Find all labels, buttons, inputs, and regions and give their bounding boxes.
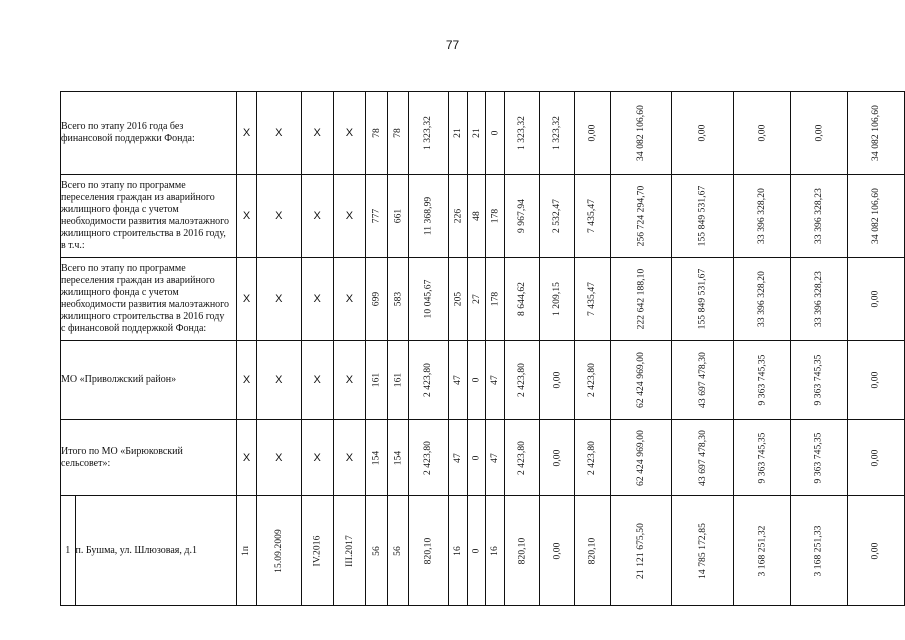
cell-value: Х bbox=[313, 374, 321, 386]
table-cell bbox=[575, 341, 610, 420]
cell-value: 2 423,80 bbox=[517, 362, 528, 398]
table-cell bbox=[847, 341, 904, 420]
table-cell bbox=[366, 420, 388, 496]
cell-value: 0,00 bbox=[870, 290, 881, 308]
page-number: 77 bbox=[445, 38, 460, 52]
table-cell bbox=[672, 258, 734, 341]
cell-value: 3 168 251,33 bbox=[814, 524, 825, 577]
row-index: 1 bbox=[61, 496, 76, 606]
row-label bbox=[61, 420, 237, 496]
table-cell bbox=[237, 175, 257, 258]
cell-value: 0,00 bbox=[552, 371, 563, 389]
cell-value: 1п bbox=[241, 545, 252, 556]
table-cell bbox=[333, 341, 366, 420]
table-cell bbox=[485, 496, 505, 606]
table-cell bbox=[448, 92, 468, 175]
cell-value: Х bbox=[345, 210, 354, 222]
table-cell bbox=[366, 92, 388, 175]
table-cell bbox=[540, 175, 575, 258]
table-cell bbox=[237, 92, 257, 175]
cell-value: Х bbox=[275, 451, 283, 464]
table-row bbox=[61, 92, 905, 175]
cell-value: 9 363 745,35 bbox=[757, 431, 768, 484]
table-cell bbox=[408, 175, 448, 258]
cell-value: 155 849 531,67 bbox=[697, 185, 708, 247]
table-cell bbox=[734, 496, 791, 606]
table-cell bbox=[540, 496, 575, 606]
cell-value: 34 082 106,60 bbox=[635, 105, 646, 161]
cell-value: 1 323,32 bbox=[552, 115, 563, 151]
table-cell bbox=[301, 258, 333, 341]
table-cell bbox=[301, 341, 333, 420]
row-label-text: Всего по этапу по программе переселения граждан из аварийного жилищного фонда с учетом необходимости развития малоэтажного жилищного строительства в 2016 году, в т.ч.: bbox=[61, 180, 230, 251]
table-cell bbox=[734, 341, 791, 420]
cell-value: 820,10 bbox=[587, 537, 598, 564]
cell-value: 8 644,62 bbox=[517, 281, 528, 317]
cell-value: 56 bbox=[371, 545, 382, 556]
table-cell bbox=[408, 341, 448, 420]
table-cell bbox=[333, 496, 366, 606]
table-cell bbox=[847, 175, 904, 258]
cell-value: 9 967,94 bbox=[517, 198, 528, 234]
table-cell bbox=[575, 258, 610, 341]
cell-value: 33 396 328,20 bbox=[757, 271, 768, 327]
table-cell bbox=[387, 175, 408, 258]
table-cell bbox=[672, 420, 734, 496]
table-cell bbox=[847, 92, 904, 175]
table-cell bbox=[366, 341, 388, 420]
row-label bbox=[61, 175, 237, 258]
table-row bbox=[61, 175, 905, 258]
cell-value: 47 bbox=[489, 452, 500, 463]
cell-value: 10 045,67 bbox=[423, 279, 434, 319]
cell-value: 0 bbox=[471, 548, 482, 553]
cell-value: 48 bbox=[471, 211, 482, 221]
table-cell bbox=[387, 341, 408, 420]
table-cell bbox=[485, 258, 505, 341]
cell-value: 154 bbox=[371, 450, 382, 465]
cell-value: 178 bbox=[489, 291, 500, 307]
cell-value: 2 423,80 bbox=[423, 440, 434, 475]
row-label-text: МО «Приволжский район» bbox=[61, 374, 177, 385]
cell-value: 161 bbox=[371, 372, 382, 388]
table-cell bbox=[301, 420, 333, 496]
table-cell bbox=[540, 341, 575, 420]
table-cell bbox=[575, 496, 610, 606]
cell-value: 0,00 bbox=[870, 541, 881, 560]
cell-value: Х bbox=[345, 451, 354, 464]
table-cell bbox=[333, 92, 366, 175]
cell-value: 7 435,47 bbox=[587, 198, 598, 234]
cell-value: 16 bbox=[452, 545, 463, 556]
cell-value: Х bbox=[313, 293, 321, 305]
cell-value: Х bbox=[242, 374, 251, 386]
cell-value: Х bbox=[242, 293, 251, 305]
cell-value: 2 423,80 bbox=[423, 362, 434, 398]
cell-value: 3 168 251,32 bbox=[757, 524, 768, 577]
table-cell bbox=[791, 92, 848, 175]
table-cell bbox=[575, 175, 610, 258]
table-cell bbox=[448, 496, 468, 606]
table-cell bbox=[237, 258, 257, 341]
table-cell bbox=[791, 496, 848, 606]
cell-value: Х bbox=[242, 127, 251, 139]
cell-value: 62 424 969,00 bbox=[635, 429, 646, 486]
cell-value: 699 bbox=[371, 291, 382, 307]
table-cell bbox=[468, 420, 485, 496]
cell-value: 2 423,80 bbox=[587, 440, 598, 475]
table-cell bbox=[672, 92, 734, 175]
table-cell bbox=[485, 175, 505, 258]
cell-value: 11 368,99 bbox=[423, 196, 434, 236]
table-cell bbox=[256, 175, 301, 258]
cell-value: 0,00 bbox=[870, 371, 881, 389]
cell-value: Х bbox=[275, 374, 283, 386]
table-cell bbox=[408, 258, 448, 341]
cell-value: 2 532,47 bbox=[552, 198, 563, 234]
cell-value: 0,00 bbox=[814, 124, 825, 142]
table-cell bbox=[468, 496, 485, 606]
table-cell bbox=[540, 92, 575, 175]
cell-value: 256 724 294,70 bbox=[635, 185, 646, 247]
cell-value: 0,00 bbox=[757, 124, 768, 142]
cell-value: Х bbox=[345, 374, 354, 386]
table-cell bbox=[734, 258, 791, 341]
cell-value: Х bbox=[275, 127, 283, 139]
cell-value: 820,10 bbox=[517, 537, 528, 564]
table-cell bbox=[672, 341, 734, 420]
table-cell bbox=[485, 92, 505, 175]
table-cell bbox=[256, 420, 301, 496]
table-cell bbox=[610, 341, 672, 420]
table-cell bbox=[237, 341, 257, 420]
table-cell bbox=[575, 92, 610, 175]
table-cell bbox=[468, 341, 485, 420]
cell-value: Х bbox=[242, 451, 251, 464]
table-cell bbox=[387, 420, 408, 496]
cell-value: 661 bbox=[392, 208, 403, 224]
row-label bbox=[61, 92, 237, 175]
table-cell bbox=[791, 341, 848, 420]
cell-value: 0,00 bbox=[552, 541, 563, 560]
cell-value: 7 435,47 bbox=[587, 281, 598, 317]
table-cell bbox=[610, 496, 672, 606]
table-cell bbox=[505, 258, 540, 341]
cell-value: 33 396 328,23 bbox=[814, 188, 825, 244]
table-cell bbox=[672, 175, 734, 258]
table-cell bbox=[734, 175, 791, 258]
cell-value: 2 423,80 bbox=[587, 362, 598, 398]
cell-value: 820,10 bbox=[423, 537, 434, 564]
cell-value: 43 697 478,30 bbox=[697, 429, 708, 486]
cell-value: 1 323,32 bbox=[517, 115, 528, 151]
cell-value: 78 bbox=[371, 128, 382, 138]
cell-value: 47 bbox=[489, 375, 500, 385]
cell-value: Х bbox=[275, 210, 283, 222]
cell-value: 47 bbox=[452, 452, 463, 463]
cell-value: 178 bbox=[489, 208, 500, 224]
table-cell bbox=[256, 341, 301, 420]
cell-value: 33 396 328,20 bbox=[757, 188, 768, 244]
table-cell bbox=[540, 258, 575, 341]
cell-value: 205 bbox=[452, 291, 463, 307]
table-cell bbox=[540, 420, 575, 496]
table-cell bbox=[366, 258, 388, 341]
cell-value: Х bbox=[345, 293, 354, 305]
cell-value: 0,00 bbox=[870, 448, 881, 467]
table-cell bbox=[256, 92, 301, 175]
cell-value: 9 363 745,35 bbox=[814, 431, 825, 484]
cell-value: 0,00 bbox=[697, 124, 708, 142]
cell-value: 21 bbox=[452, 128, 463, 138]
table-cell bbox=[301, 496, 333, 606]
table-cell bbox=[847, 258, 904, 341]
cell-value: 0 bbox=[471, 455, 482, 460]
cell-value: 9 363 745,35 bbox=[814, 354, 825, 406]
cell-value: 9 363 745,35 bbox=[757, 354, 768, 406]
cell-value: 0,00 bbox=[587, 124, 598, 142]
cell-value: III.2017 bbox=[344, 534, 355, 567]
cell-value: 47 bbox=[452, 375, 463, 385]
table-cell bbox=[408, 496, 448, 606]
table-cell bbox=[448, 258, 468, 341]
cell-value: 154 bbox=[392, 450, 403, 465]
row-label bbox=[61, 258, 237, 341]
table-cell bbox=[610, 175, 672, 258]
table-cell bbox=[333, 258, 366, 341]
table-cell bbox=[505, 92, 540, 175]
table-cell bbox=[301, 92, 333, 175]
table-cell bbox=[505, 175, 540, 258]
table-cell bbox=[448, 420, 468, 496]
table-cell bbox=[485, 341, 505, 420]
cell-value: 27 bbox=[471, 294, 482, 304]
table-cell bbox=[468, 92, 485, 175]
table-cell bbox=[847, 420, 904, 496]
cell-value: 226 bbox=[452, 208, 463, 224]
table-cell bbox=[791, 175, 848, 258]
cell-value: 78 bbox=[392, 128, 403, 138]
table-cell bbox=[408, 420, 448, 496]
table-cell bbox=[387, 496, 408, 606]
table-cell bbox=[387, 258, 408, 341]
cell-value: Х bbox=[313, 127, 321, 139]
table-cell bbox=[237, 496, 257, 606]
table-cell bbox=[468, 175, 485, 258]
table-cell bbox=[448, 341, 468, 420]
cell-value: 56 bbox=[392, 545, 403, 556]
table-row bbox=[61, 258, 905, 341]
cell-value: 0,00 bbox=[552, 448, 563, 467]
table-row bbox=[61, 496, 905, 606]
table-cell bbox=[387, 92, 408, 175]
cell-value: 0 bbox=[489, 130, 500, 136]
table-cell bbox=[610, 92, 672, 175]
table-cell bbox=[468, 258, 485, 341]
data-table bbox=[60, 91, 905, 606]
cell-value: 2 423,80 bbox=[517, 440, 528, 475]
cell-value: 583 bbox=[392, 291, 403, 307]
table-cell bbox=[485, 420, 505, 496]
cell-value: 222 642 188,10 bbox=[635, 268, 646, 330]
cell-value: 34 082 106,60 bbox=[870, 188, 881, 244]
table-cell bbox=[734, 92, 791, 175]
table-cell bbox=[505, 420, 540, 496]
table-cell bbox=[366, 175, 388, 258]
table-cell bbox=[610, 258, 672, 341]
table-cell bbox=[237, 420, 257, 496]
cell-value: 43 697 478,30 bbox=[697, 352, 708, 408]
cell-value: 62 424 969,00 bbox=[635, 352, 646, 408]
cell-value: 155 849 531,67 bbox=[697, 268, 708, 330]
table-cell bbox=[256, 496, 301, 606]
cell-value: Х bbox=[275, 293, 283, 305]
table-cell bbox=[256, 258, 301, 341]
table-cell bbox=[301, 175, 333, 258]
cell-value: 0 bbox=[471, 377, 482, 383]
table-cell bbox=[847, 496, 904, 606]
table-cell bbox=[672, 496, 734, 606]
cell-value: 1 209,15 bbox=[552, 281, 563, 317]
cell-value: 21 bbox=[471, 128, 482, 138]
cell-value: 14 785 172,85 bbox=[697, 522, 708, 579]
table-row bbox=[61, 341, 905, 420]
cell-value: Х bbox=[242, 210, 251, 222]
row-label-text: Итого по МО «Бирюковский сельсовет»: bbox=[61, 445, 183, 469]
cell-value: 161 bbox=[392, 372, 403, 388]
cell-value: Х bbox=[313, 451, 321, 464]
cell-value: Х bbox=[313, 210, 321, 222]
cell-value: 1 323,32 bbox=[423, 115, 434, 151]
cell-value: 33 396 328,23 bbox=[814, 271, 825, 327]
table-cell bbox=[575, 420, 610, 496]
table-cell bbox=[791, 258, 848, 341]
table-cell bbox=[610, 420, 672, 496]
table-cell bbox=[505, 341, 540, 420]
table-cell bbox=[734, 420, 791, 496]
table-cell bbox=[505, 496, 540, 606]
cell-value: 777 bbox=[371, 208, 382, 224]
cell-value: 21 121 675,50 bbox=[635, 522, 646, 579]
table-cell bbox=[366, 496, 388, 606]
table-cell bbox=[333, 175, 366, 258]
row-label bbox=[61, 341, 237, 420]
cell-value: 34 082 106,60 bbox=[870, 105, 881, 161]
cell-value: IV.2016 bbox=[312, 535, 323, 566]
row-label-text: Всего по этапу 2016 года без финансовой поддержки Фонда: bbox=[61, 121, 195, 144]
address-cell: п. Бушма, ул. Шлюзовая, д.1 bbox=[75, 496, 237, 606]
table-cell bbox=[333, 420, 366, 496]
cell-value: Х bbox=[345, 127, 354, 139]
cell-value: 15.09.2009 bbox=[273, 528, 284, 573]
row-label-text: Всего по этапу по программе переселения граждан из аварийного жилищного фонда с учетом необходимости развития малоэтажного жилищного строительства в 2016 году с финансовой поддержкой Фонда: bbox=[61, 263, 230, 334]
table-row bbox=[61, 420, 905, 496]
table-cell bbox=[791, 420, 848, 496]
table-cell bbox=[408, 92, 448, 175]
cell-value: 16 bbox=[489, 545, 500, 556]
table-cell bbox=[448, 175, 468, 258]
